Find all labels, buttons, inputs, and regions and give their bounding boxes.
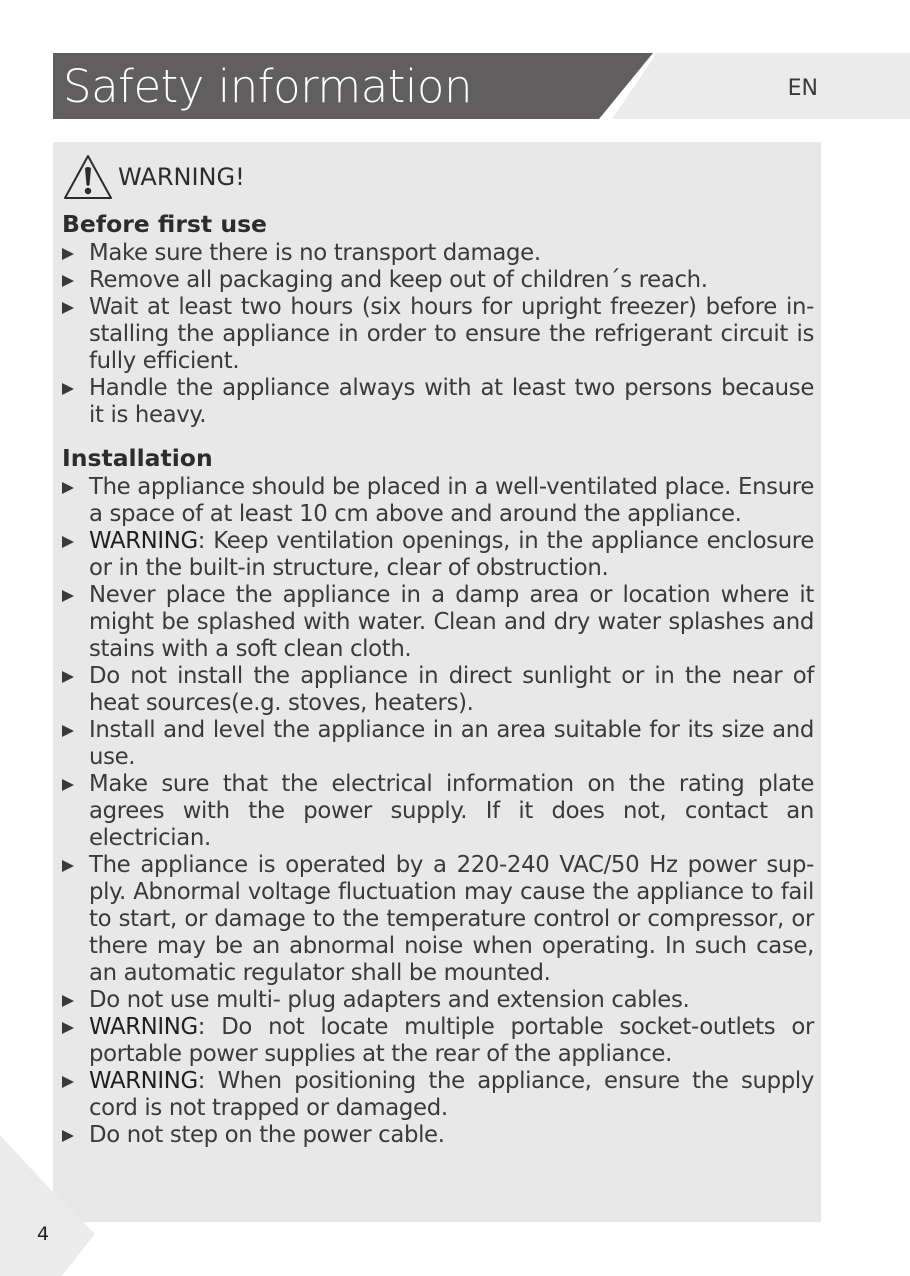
- bullet-arrow-icon: [62, 383, 74, 395]
- bullet-arrow-icon: [62, 1076, 74, 1088]
- list-item: [62, 663, 814, 717]
- list-item: [62, 1122, 814, 1149]
- list-item-text: Do not step on the power cable.: [89, 1122, 445, 1148]
- list-item: [62, 474, 814, 528]
- bullet-arrow-icon: [62, 536, 74, 548]
- list-item-text: Make sure that the electrical information on the rating plate agrees with the power supply. If it does not, contact an electrician.: [89, 771, 814, 851]
- list-item-text: Never place the appliance in a damp area or location where it might be splashed with water. Clean and dry water splashes and stains with a soft clean cloth.: [89, 582, 814, 662]
- bullet-arrow-icon: [62, 590, 74, 602]
- bullet-arrow-icon: [62, 482, 74, 494]
- bullet-arrow-icon: [62, 725, 74, 737]
- language-code: EN: [787, 76, 818, 101]
- bullet-arrow-icon: [62, 995, 74, 1007]
- list-item-text: The appliance is operated by a 220-240 VAC/50 Hz power sup-ply. Abnormal voltage fluctuation may cause the appliance to fail to start, or damage to the temperature control or compressor, or there may be an abnormal noise when operating. In such case, an automatic regulator shall be mounted.: [89, 852, 814, 986]
- bullet-arrow-icon: [62, 779, 74, 791]
- section-before-first-use: [62, 208, 814, 429]
- list-item-text: Remove all packaging and keep out of children´s reach.: [89, 267, 708, 293]
- list-item: [62, 717, 814, 771]
- warning-keyword: WARNING: [89, 528, 198, 554]
- bullet-arrow-icon: [62, 860, 74, 872]
- list-item: [62, 528, 814, 582]
- page-number: 4: [37, 1223, 50, 1245]
- header-decoration: [612, 53, 910, 119]
- list-item: [62, 240, 814, 267]
- list-item-text: Do not use multi- plug adapters and extension cables.: [89, 987, 690, 1013]
- list-item-text: : Do not locate multiple portable socket-outlets or portable power supplies at the rear of the appliance.: [89, 1014, 814, 1067]
- warning-triangle-icon: [62, 153, 114, 201]
- section-installation: [62, 442, 814, 1149]
- before-first-use-list: [62, 240, 814, 429]
- list-item: [62, 771, 814, 852]
- list-item-text: The appliance should be placed in a well-ventilated place. Ensure a space of at least 10 cm above and around the appliance.: [89, 474, 814, 527]
- list-item-text: Wait at least two hours (six hours for upright freezer) before in-stalling the appliance in order to ensure the refrigerant circuit is fully efficient.: [89, 294, 814, 374]
- bullet-arrow-icon: [62, 1022, 74, 1034]
- list-item: [62, 375, 814, 429]
- list-item: [62, 987, 814, 1014]
- installation-list: [62, 474, 814, 1149]
- warning-label: WARNING!: [118, 163, 245, 191]
- bullet-arrow-icon: [62, 671, 74, 683]
- warning-keyword: WARNING: [89, 1014, 198, 1040]
- bullet-arrow-icon: [62, 302, 74, 314]
- section-title: Before first use: [62, 210, 267, 238]
- list-item-text: Handle the appliance always with at least two persons because it is heavy.: [89, 375, 814, 428]
- page-title: Safety information: [63, 60, 472, 113]
- warning-heading: [62, 152, 245, 202]
- list-item: [62, 294, 814, 375]
- warning-keyword: WARNING: [89, 1068, 198, 1094]
- list-item: [62, 267, 814, 294]
- list-item-text: : When positioning the appliance, ensure the supply cord is not trapped or damaged.: [89, 1068, 814, 1121]
- list-item: [62, 1068, 814, 1122]
- list-item-text: : Keep ventilation openings, in the appliance enclosure or in the built-in structure, clear of obstruction.: [89, 528, 814, 581]
- list-item-text: Install and level the appliance in an area suitable for its size and use.: [89, 717, 814, 770]
- bullet-arrow-icon: [62, 1130, 74, 1142]
- bullet-arrow-icon: [62, 248, 74, 260]
- bullet-arrow-icon: [62, 275, 74, 287]
- list-item-text: Do not install the appliance in direct sunlight or in the near of heat sources(e.g. stoves, heaters).: [89, 663, 814, 716]
- list-item: [62, 1014, 814, 1068]
- list-item-text: Make sure there is no transport damage.: [89, 240, 541, 266]
- list-item: [62, 582, 814, 663]
- section-title: Installation: [62, 444, 213, 472]
- list-item: [62, 852, 814, 987]
